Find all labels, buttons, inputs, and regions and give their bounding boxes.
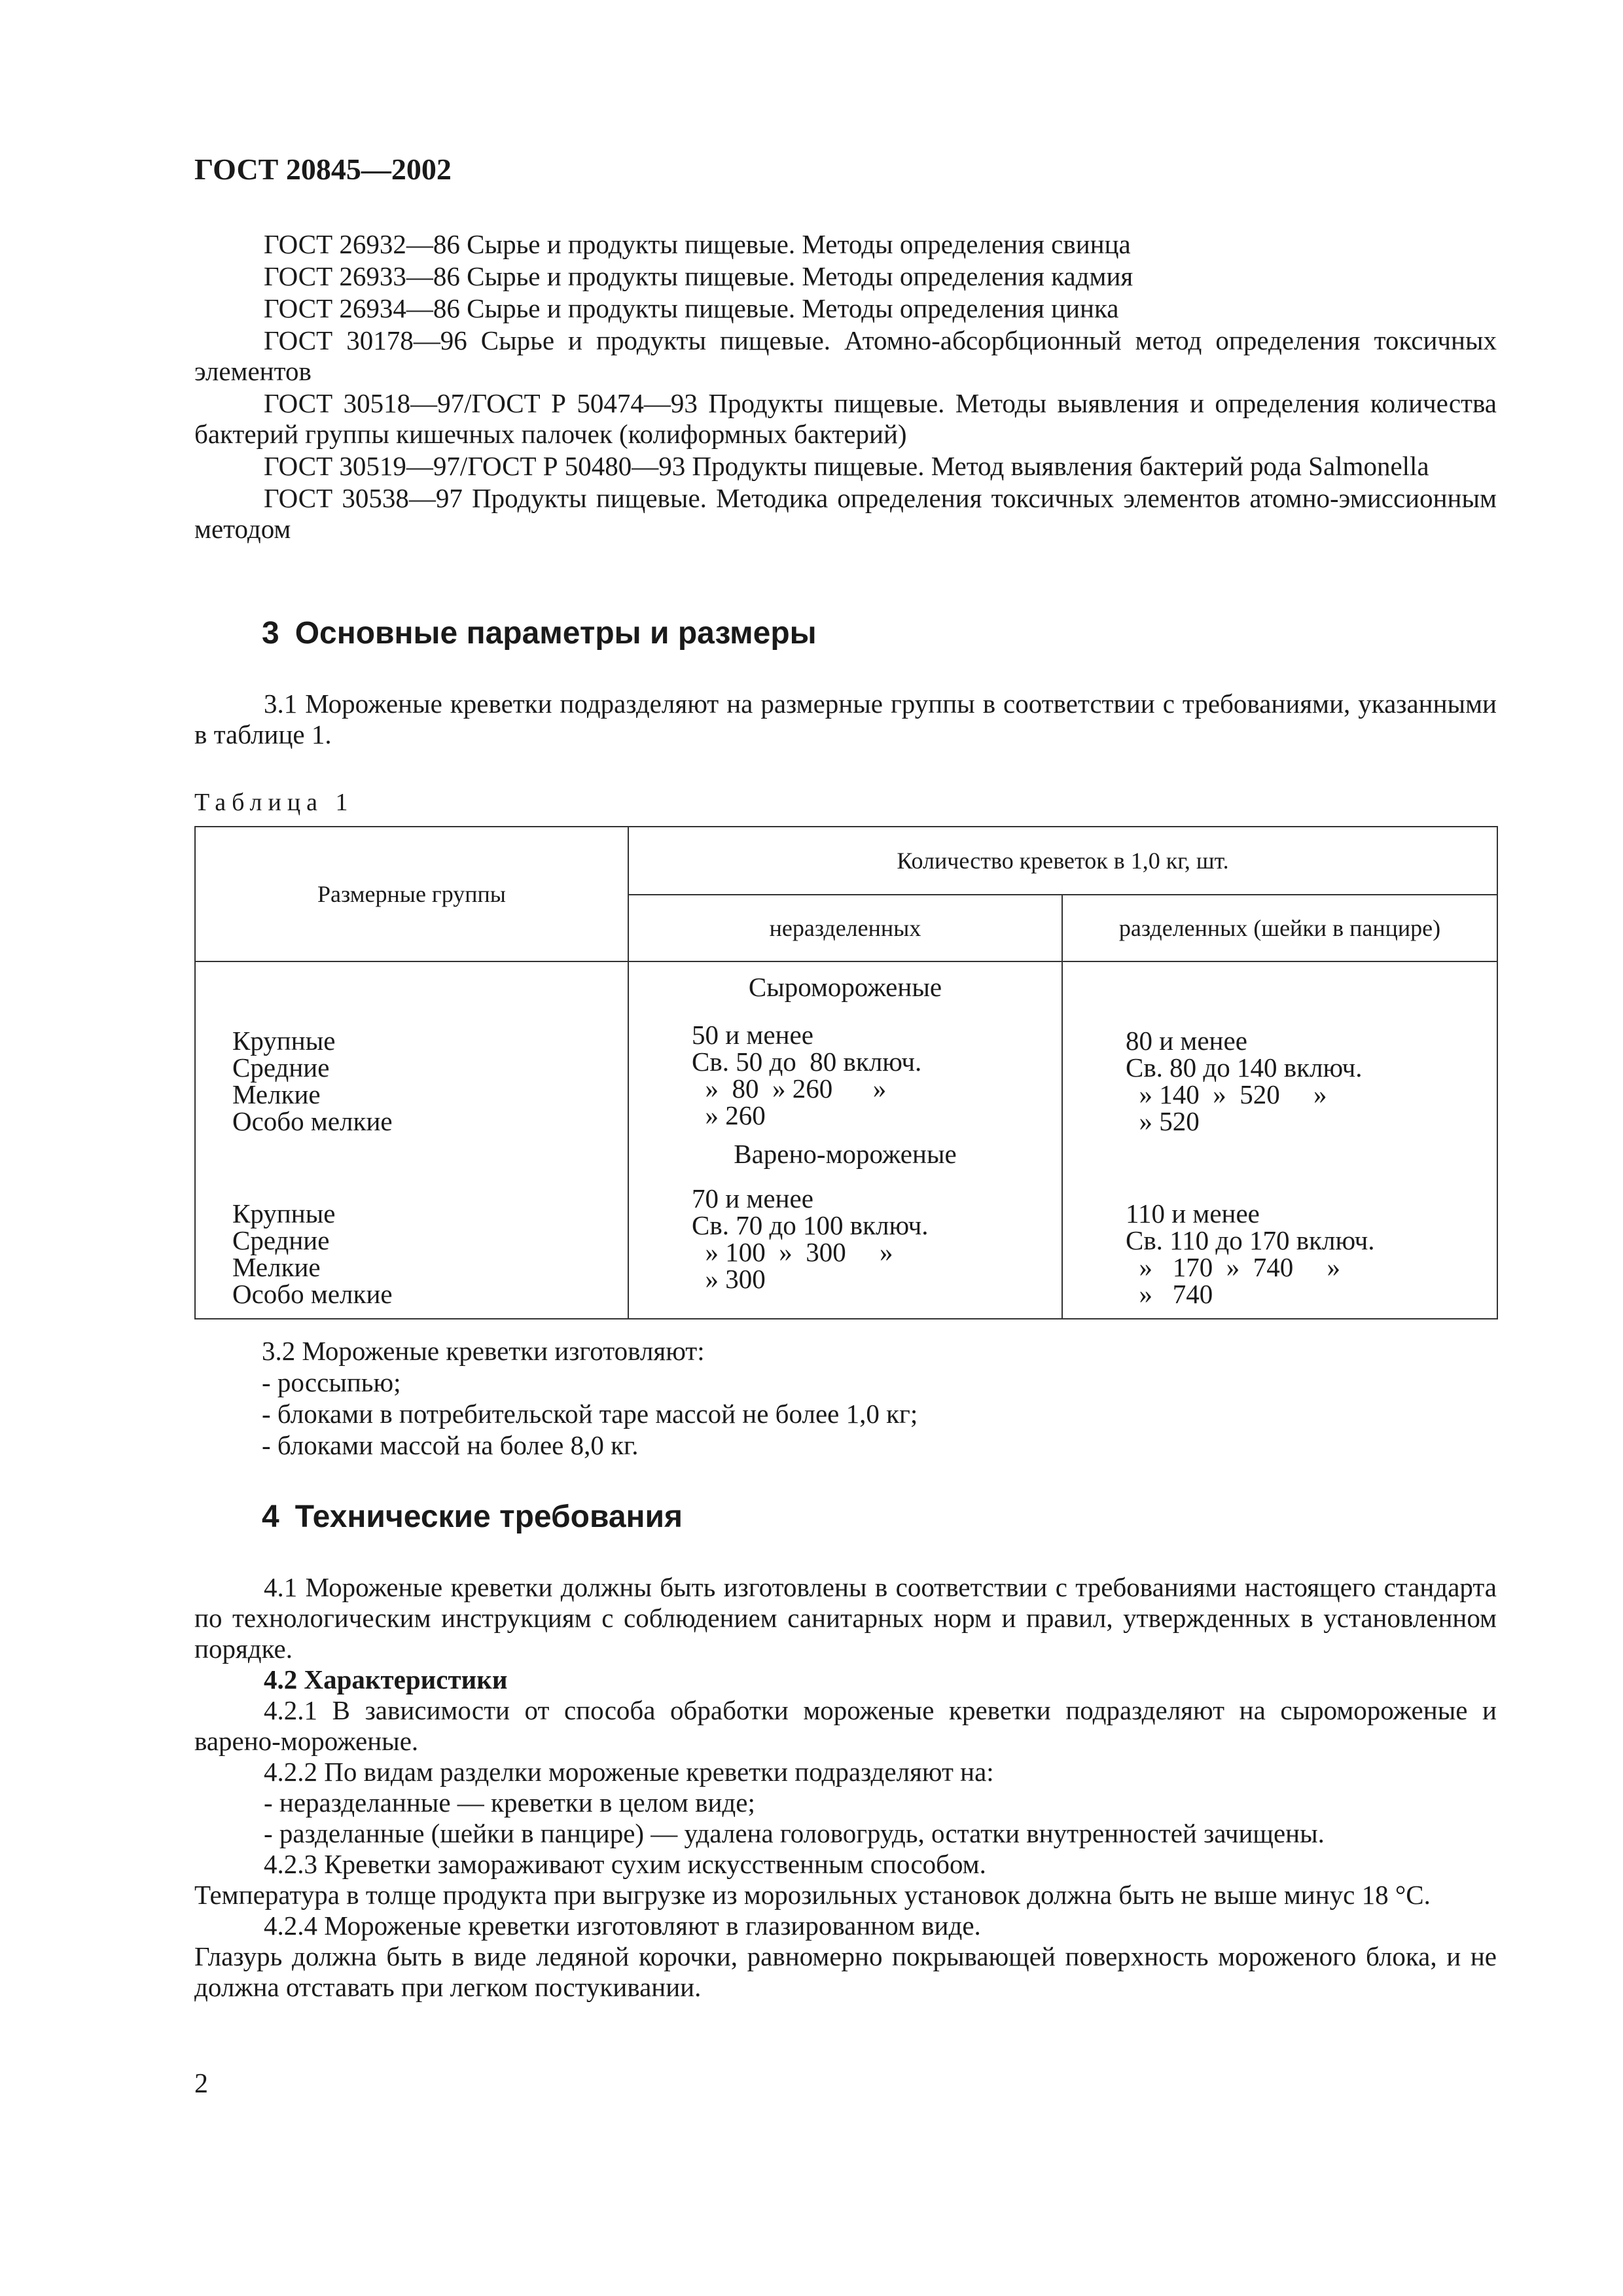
reference-item: ГОСТ 30178—96 Сырье и продукты пищевые. Атомно-абсорбционный метод определения токсичных элементов	[194, 325, 1497, 386]
group-name: Мелкие	[232, 1079, 321, 1109]
reference-item: ГОСТ 30538—97 Продукты пищевые. Методика определения токсичных элементов атомно-эмиссионным методом	[194, 483, 1497, 544]
section-3-heading	[262, 615, 817, 651]
section-number: 4	[262, 1499, 279, 1534]
list-item: - разделанные (шейки в панцире) — удалена головогрудь, остатки внутренностей зачищены.	[264, 1818, 1325, 1848]
count-value: » 140 » 520 »	[1125, 1079, 1327, 1109]
paragraph-4-2-1: 4.2.1 В зависимости от способа обработки мороженые креветки подразделяют на сыромороженые и варено-мороженые.	[194, 1695, 1497, 1756]
paragraph-3-1: 3.1 Мороженые креветки подразделяют на размерные группы в соответствии с требованиями, указанными в таблице 1.	[194, 689, 1497, 749]
count-value: » 740	[1125, 1279, 1213, 1309]
reference-item: ГОСТ 30518—97/ГОСТ Р 50474—93 Продукты пищевые. Методы выявления и определения количества бактерий группы кишечных палочек (колиформных бактерий)	[194, 388, 1497, 449]
group-name: Особо мелкие	[232, 1106, 393, 1136]
section-title: Технические требования	[294, 1499, 683, 1534]
count-value: Св. 50 до 80 включ.	[691, 1047, 922, 1077]
category-raw-frozen: Сыромороженые	[748, 972, 942, 1002]
table-caption: Таблица 1	[194, 789, 354, 816]
undivided-cell	[628, 961, 1062, 1319]
group-name: Особо мелкие	[232, 1279, 393, 1309]
paragraph-4-2-2: 4.2.2 По видам разделки мороженые креветки подразделяют на:	[264, 1757, 994, 1787]
section-number: 3	[262, 616, 279, 651]
category-cooked-frozen: Варено-мороженые	[734, 1139, 957, 1169]
table-body-row	[195, 961, 1497, 1319]
reference-item: ГОСТ 26933—86 Сырье и продукты пищевые. Методы определения кадмия	[264, 261, 1133, 291]
reference-item: ГОСТ 26932—86 Сырье и продукты пищевые. Методы определения свинца	[264, 229, 1131, 259]
paragraph-4-2-4-text: Глазурь должна быть в виде ледяной корочки, равномерно покрывающей поверхность мороженого блока, и не должна отставать при легком постукивании.	[194, 1941, 1497, 2002]
size-groups-table	[194, 826, 1498, 1319]
reference-item: ГОСТ 26934—86 Сырье и продукты пищевые. Методы определения цинка	[264, 293, 1119, 323]
paragraph-4-2-3: 4.2.3 Креветки замораживают сухим искусственным способом.	[264, 1849, 986, 1879]
count-value: Св. 70 до 100 включ.	[691, 1210, 929, 1240]
header-count-per-kg: Количество креветок в 1,0 кг, шт.	[628, 827, 1497, 895]
count-value: » 260	[691, 1100, 766, 1130]
paragraph-3-2	[262, 1335, 918, 1461]
normative-references	[194, 229, 1497, 546]
count-value: » 300	[691, 1264, 766, 1294]
paragraph-4-2-3-text: Температура в толще продукта при выгрузке из морозильных установок должна быть не выше минус 18 °С.	[194, 1880, 1431, 1910]
count-value: » 170 » 740 »	[1125, 1252, 1340, 1282]
paragraph-4-1: 4.1 Мороженые креветки должны быть изготовлены в соответствии с требованиями настоящего стандарта по технологическим инструкциям с соблюдением санитарных норм и правил, утвержденных в установленном порядке.	[194, 1572, 1497, 1664]
count-value: 110 и менее	[1125, 1198, 1260, 1229]
count-value: 50 и менее	[691, 1020, 813, 1050]
count-value: Св. 110 до 170 включ.	[1125, 1225, 1375, 1255]
count-value: » 520	[1125, 1106, 1200, 1136]
paragraph-4-2-4: 4.2.4 Мороженые креветки изготовляют в глазированном виде.	[264, 1910, 981, 1941]
reference-item: ГОСТ 30519—97/ГОСТ Р 50480—93 Продукты пищевые. Метод выявления бактерий рода Salmonella	[264, 451, 1429, 481]
paragraph-4-2-title: 4.2 Характеристики	[264, 1664, 508, 1695]
list-item: - блоками массой на более 8,0 кг.	[262, 1430, 639, 1460]
section-title: Основные параметры и размеры	[294, 616, 817, 651]
group-name: Средние	[232, 1225, 330, 1255]
count-value: » 100 » 300 »	[691, 1237, 893, 1267]
size-group-cell	[195, 961, 628, 1319]
page-number: 2	[194, 2069, 208, 2099]
count-value: 80 и менее	[1125, 1026, 1247, 1056]
count-value: » 80 » 260 »	[691, 1073, 887, 1103]
list-item: - блоками в потребительской таре массой не более 1,0 кг;	[262, 1399, 918, 1429]
group-name: Крупные	[232, 1198, 336, 1229]
group-name: Мелкие	[232, 1252, 321, 1282]
header-undivided: неразделенных	[628, 895, 1062, 961]
document-header: ГОСТ 20845—2002	[194, 152, 452, 186]
list-item: - неразделанные — креветки в целом виде;	[264, 1787, 755, 1818]
paragraph-lead: 3.2 Мороженые креветки изготовляют:	[262, 1336, 705, 1366]
group-name: Средние	[232, 1052, 330, 1083]
header-divided: разделенных (шейки в панцире)	[1062, 895, 1497, 961]
group-name: Крупные	[232, 1026, 336, 1056]
divided-cell	[1062, 961, 1497, 1319]
header-size-groups: Размерные группы	[195, 827, 628, 961]
section-4-body	[194, 1572, 1497, 2003]
count-value: Св. 80 до 140 включ.	[1125, 1052, 1363, 1083]
count-value: 70 и менее	[691, 1183, 813, 1213]
list-item: - россыпью;	[262, 1367, 401, 1397]
section-4-heading	[262, 1499, 683, 1535]
